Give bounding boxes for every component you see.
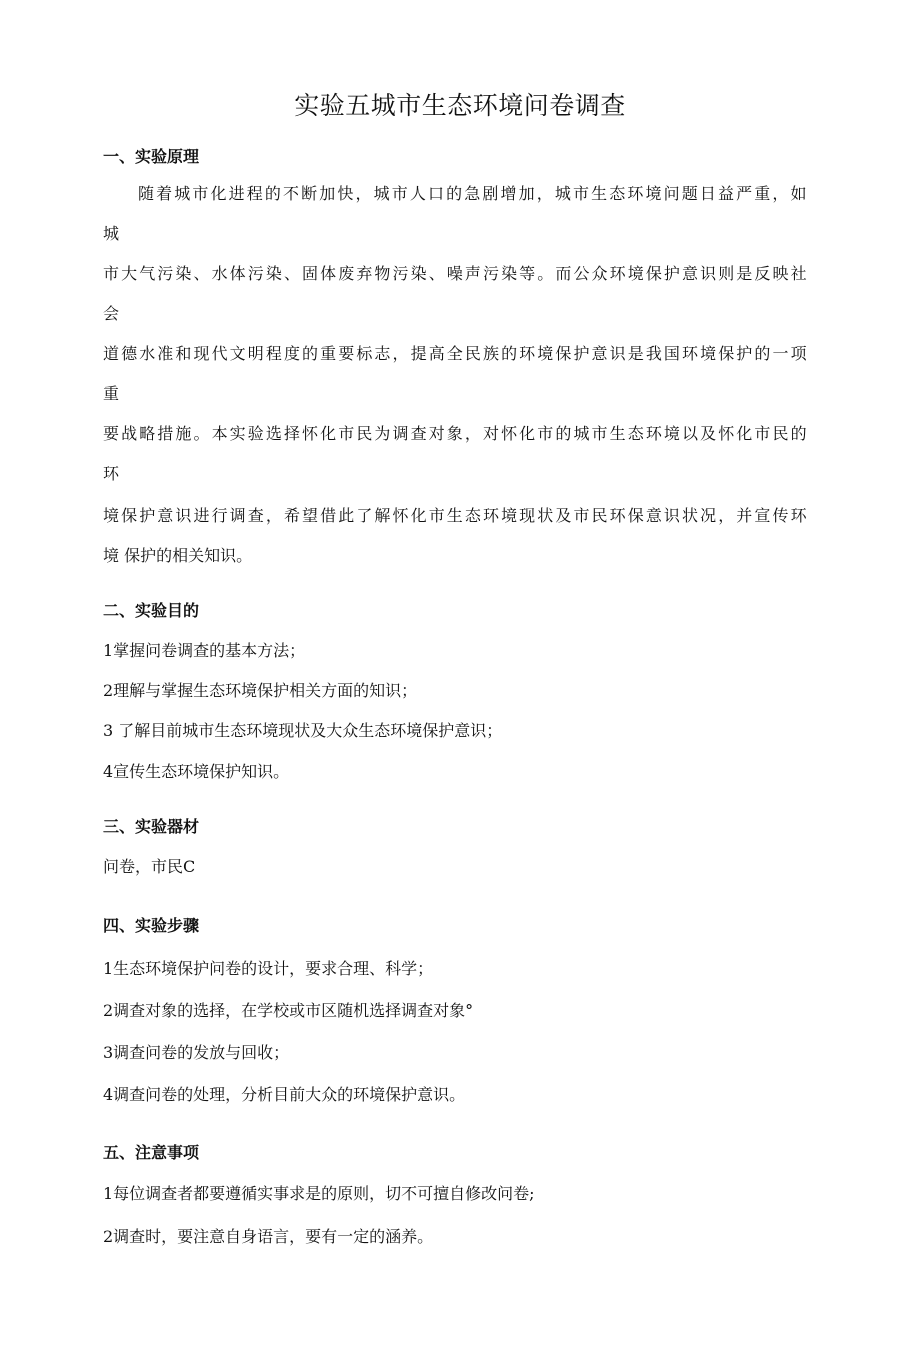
notes-item-1: 1每位调查者都要遵循实事求是的原则，切不可擅自修改问卷;: [103, 1184, 535, 1203]
glyph: 意: [682, 264, 699, 283]
principle-line-4: 会: [103, 304, 120, 323]
glyph: 高: [428, 344, 445, 363]
glyph: ，: [772, 184, 789, 203]
glyph: 德: [121, 344, 138, 363]
glyph: 象: [446, 424, 463, 443]
glyph: 严: [736, 184, 753, 203]
glyph: 着: [156, 184, 173, 203]
glyph: 化: [320, 424, 337, 443]
steps-item-2: 2调查对象的选择，在学校或市区随机选择调查对象°: [103, 1001, 474, 1020]
glyph: 环: [482, 506, 499, 525]
glyph: ，: [265, 506, 282, 525]
glyph: 而: [555, 264, 572, 283]
glyph: 借: [320, 506, 337, 525]
glyph: 传: [772, 506, 789, 525]
glyph: 噪: [446, 264, 463, 283]
glyph: 识: [175, 506, 192, 525]
glyph: 全: [446, 344, 463, 363]
glyph: 环: [609, 264, 626, 283]
glyph: 的: [754, 344, 771, 363]
glyph: 态: [609, 184, 626, 203]
principle-line-1: [138, 182, 807, 206]
glyph: 污: [482, 264, 499, 283]
glyph: 断: [301, 184, 318, 203]
principle-line-10: 境 保护的相关知识。: [103, 546, 253, 565]
glyph: 、: [428, 264, 445, 283]
glyph: 状: [537, 506, 554, 525]
glyph: 识: [663, 506, 680, 525]
glyph: 怀: [302, 424, 319, 443]
glyph: 加: [518, 184, 535, 203]
purpose-item-1: 1掌握问卷调查的基本方法；: [103, 641, 306, 660]
glyph: 是: [627, 344, 644, 363]
glyph: 化: [736, 424, 753, 443]
glyph: 查: [410, 424, 427, 443]
glyph: 现: [519, 506, 536, 525]
glyph: 体: [229, 264, 246, 283]
section-heading-purpose: 二、实验目的: [103, 601, 200, 620]
glyph: 民: [356, 424, 373, 443]
glyph: 重: [320, 344, 337, 363]
glyph: 查: [247, 506, 264, 525]
glyph: 、: [283, 264, 300, 283]
glyph: 生: [609, 424, 626, 443]
glyph: 战: [121, 424, 138, 443]
glyph: 境: [663, 424, 680, 443]
glyph: 要: [103, 424, 120, 443]
glyph: 态: [464, 506, 481, 525]
glyph: 市: [103, 264, 120, 283]
glyph: 的: [446, 184, 463, 203]
section-heading-steps: 四、实验步骤: [103, 916, 200, 935]
glyph: 境: [700, 344, 717, 363]
glyph: 对: [428, 424, 445, 443]
glyph: 生: [591, 184, 608, 203]
glyph: 怀: [392, 506, 409, 525]
glyph: 市: [754, 424, 771, 443]
glyph: 重: [754, 184, 771, 203]
glyph: 人: [409, 184, 426, 203]
glyph: 染: [410, 264, 427, 283]
glyph: 了: [356, 506, 373, 525]
principle-line-5: [103, 342, 807, 366]
glyph: 及: [700, 424, 717, 443]
purpose-item-4: 4宣传生态环境保护知识。: [103, 762, 290, 781]
glyph: 化: [519, 424, 536, 443]
glyph: 境: [537, 344, 554, 363]
glyph: 剧: [482, 184, 499, 203]
glyph: 市: [573, 184, 590, 203]
steps-item-3: 3调查问卷的发放与回收；: [103, 1043, 290, 1062]
glyph: 明: [247, 344, 264, 363]
glyph: 的: [790, 424, 807, 443]
glyph: 快: [337, 184, 354, 203]
glyph: 如: [790, 184, 807, 203]
glyph: 识: [700, 264, 717, 283]
glyph: 保: [555, 344, 572, 363]
glyph: 态: [627, 424, 644, 443]
glyph: 声: [464, 264, 481, 283]
glyph: 水: [139, 344, 156, 363]
principle-line-9: [103, 504, 807, 528]
glyph: 择: [283, 424, 300, 443]
glyph: 物: [374, 264, 391, 283]
glyph: 水: [211, 264, 228, 283]
glyph: 调: [229, 506, 246, 525]
glyph: 市: [391, 184, 408, 203]
glyph: 保: [627, 506, 644, 525]
glyph: 化: [410, 506, 427, 525]
principle-line-2: 城: [103, 224, 120, 243]
glyph: 随: [138, 184, 155, 203]
glyph: 弃: [356, 264, 373, 283]
steps-item-4: 4调查问卷的处理，分析目前大众的环境保护意识。: [103, 1085, 466, 1104]
glyph: 日: [699, 184, 716, 203]
glyph: ，: [718, 506, 735, 525]
glyph: 市: [591, 424, 608, 443]
glyph: 要: [338, 344, 355, 363]
glyph: 准: [157, 344, 174, 363]
glyph: 城: [174, 184, 191, 203]
glyph: 行: [211, 506, 228, 525]
glyph: 加: [319, 184, 336, 203]
glyph: 环: [682, 344, 699, 363]
glyph: 等: [519, 264, 536, 283]
principle-line-8: 环: [103, 464, 120, 483]
glyph: 以: [682, 424, 699, 443]
glyph: 保: [121, 506, 138, 525]
glyph: 大: [121, 264, 138, 283]
glyph: 民: [464, 344, 481, 363]
glyph: 环: [645, 424, 662, 443]
glyph: 并: [736, 506, 753, 525]
glyph: 气: [139, 264, 156, 283]
glyph: 染: [265, 264, 282, 283]
glyph: 标: [356, 344, 373, 363]
section-heading-materials: 三、实验器材: [103, 817, 200, 836]
glyph: 望: [302, 506, 319, 525]
glyph: 为: [374, 424, 391, 443]
glyph: 境: [103, 506, 120, 525]
glyph: 污: [247, 264, 264, 283]
glyph: 市: [428, 506, 445, 525]
glyph: 映: [772, 264, 789, 283]
glyph: 略: [139, 424, 156, 443]
glyph: 则: [718, 264, 735, 283]
glyph: 口: [428, 184, 445, 203]
glyph: 项: [790, 344, 807, 363]
principle-line-3: [103, 262, 807, 286]
materials-text: 问卷，市民C: [103, 857, 196, 876]
glyph: 民: [591, 506, 608, 525]
glyph: 废: [338, 264, 355, 283]
glyph: 增: [500, 184, 517, 203]
purpose-item-2: 2理解与掌握生态环境保护相关方面的知识；: [103, 681, 418, 700]
glyph: 提: [410, 344, 427, 363]
glyph: 城: [373, 184, 390, 203]
glyph: 公: [573, 264, 590, 283]
glyph: 现: [193, 344, 210, 363]
glyph: 环: [790, 506, 807, 525]
glyph: 程: [246, 184, 263, 203]
glyph: 度: [283, 344, 300, 363]
glyph: 染: [175, 264, 192, 283]
glyph: 体: [320, 264, 337, 283]
glyph: 保: [645, 264, 662, 283]
glyph: 的: [264, 184, 281, 203]
glyph: 污: [392, 264, 409, 283]
glyph: ，: [536, 184, 553, 203]
glyph: 环: [519, 344, 536, 363]
glyph: 市: [192, 184, 209, 203]
glyph: 意: [157, 506, 174, 525]
glyph: 不: [283, 184, 300, 203]
glyph: 的: [555, 424, 572, 443]
glyph: 市: [537, 424, 554, 443]
glyph: 验: [247, 424, 264, 443]
glyph: 措: [157, 424, 174, 443]
glyph: 意: [591, 344, 608, 363]
glyph: 城: [573, 424, 590, 443]
glyph: 程: [265, 344, 282, 363]
glyph: 环: [609, 506, 626, 525]
glyph: 护: [139, 506, 156, 525]
glyph: 对: [482, 424, 499, 443]
glyph: 生: [446, 506, 463, 525]
glyph: 市: [338, 424, 355, 443]
glyph: 和: [175, 344, 192, 363]
glyph: 一: [772, 344, 789, 363]
glyph: 状: [682, 506, 699, 525]
glyph: 众: [591, 264, 608, 283]
glyph: 化: [210, 184, 227, 203]
glyph: 境: [645, 184, 662, 203]
glyph: 的: [302, 344, 319, 363]
glyph: 况: [700, 506, 717, 525]
glyph: 希: [283, 506, 300, 525]
glyph: 本: [211, 424, 228, 443]
glyph: 保: [718, 344, 735, 363]
glyph: 我: [645, 344, 662, 363]
glyph: 境: [501, 506, 518, 525]
glyph: 环: [627, 184, 644, 203]
glyph: 怀: [501, 424, 518, 443]
glyph: 实: [229, 424, 246, 443]
glyph: 代: [211, 344, 228, 363]
glyph: 民: [772, 424, 789, 443]
glyph: 的: [501, 344, 518, 363]
principle-line-7: [103, 422, 807, 446]
glyph: 解: [374, 506, 391, 525]
glyph: 进: [228, 184, 245, 203]
glyph: 题: [681, 184, 698, 203]
glyph: 市: [573, 506, 590, 525]
glyph: 进: [193, 506, 210, 525]
glyph: 。: [537, 264, 554, 283]
glyph: 及: [555, 506, 572, 525]
glyph: 是: [736, 264, 753, 283]
glyph: 此: [338, 506, 355, 525]
glyph: 境: [627, 264, 644, 283]
section-heading-notes: 五、注意事项: [103, 1143, 200, 1162]
glyph: 反: [754, 264, 771, 283]
purpose-item-3: 3 了解目前城市生态环境现状及大众生态环境保护意识；: [103, 721, 503, 740]
notes-item-2: 2调查时，要注意自身语言，要有一定的涵养。: [103, 1227, 434, 1246]
glyph: 意: [645, 506, 662, 525]
glyph: 染: [501, 264, 518, 283]
glyph: 护: [736, 344, 753, 363]
glyph: 。: [193, 424, 210, 443]
glyph: 、: [193, 264, 210, 283]
glyph: 怀: [718, 424, 735, 443]
glyph: 宣: [754, 506, 771, 525]
glyph: 族: [482, 344, 499, 363]
glyph: 污: [157, 264, 174, 283]
glyph: 国: [663, 344, 680, 363]
glyph: 固: [302, 264, 319, 283]
steps-item-1: 1生态环境保护问卷的设计，要求合理、科学；: [103, 959, 434, 978]
glyph: 识: [609, 344, 626, 363]
glyph: 施: [175, 424, 192, 443]
glyph: 益: [718, 184, 735, 203]
glyph: 急: [464, 184, 481, 203]
glyph: 调: [392, 424, 409, 443]
glyph: 文: [229, 344, 246, 363]
glyph: ，: [392, 344, 409, 363]
glyph: 护: [663, 264, 680, 283]
glyph: 城: [554, 184, 571, 203]
principle-line-6: 重: [103, 384, 120, 403]
glyph: 道: [103, 344, 120, 363]
glyph: 选: [265, 424, 282, 443]
section-heading-principle: 一、实验原理: [103, 147, 200, 166]
glyph: 志: [374, 344, 391, 363]
glyph: 社: [790, 264, 807, 283]
glyph: ，: [355, 184, 372, 203]
document-title: 实验五城市生态环境问卷调查: [294, 91, 626, 120]
glyph: ，: [464, 424, 481, 443]
glyph: 护: [573, 344, 590, 363]
glyph: 问: [663, 184, 680, 203]
